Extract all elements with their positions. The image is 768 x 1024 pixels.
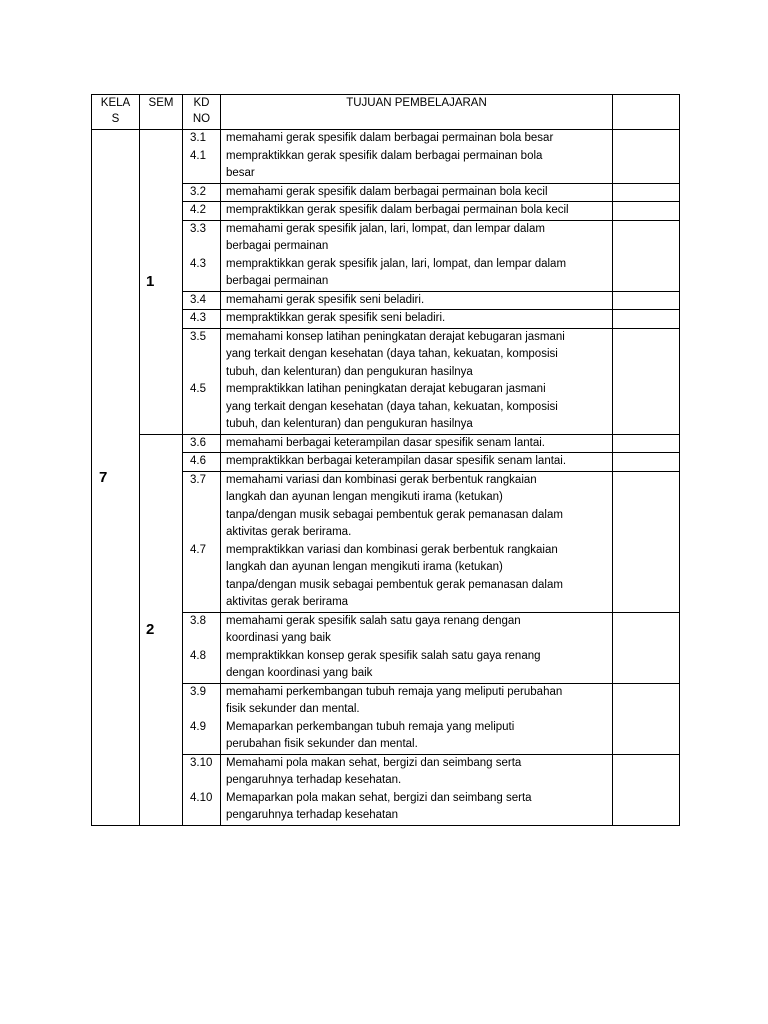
objective-cell <box>221 453 613 472</box>
kd-cell <box>183 612 221 683</box>
objective-line: pengaruhnya terhadap kesehatan. <box>226 774 402 786</box>
kd-number: 3.4 <box>190 293 206 306</box>
objective-cell <box>221 130 613 184</box>
blank-cell <box>613 220 680 291</box>
objective-line: mempraktikkan konsep gerak spesifik salah satu gaya renang <box>226 649 541 662</box>
header-tujuan <box>221 95 613 130</box>
header-kelas-line: S <box>111 113 120 125</box>
objective-line: memahami berbagai keterampilan dasar spesifik senam lantai. <box>226 436 545 449</box>
objective-line: mempraktikkan gerak spesifik jalan, lari, lompat, dan lempar dalam <box>226 257 567 270</box>
table-row <box>92 434 680 453</box>
objective-line: mempraktikkan gerak spesifik seni beladiri. <box>226 312 446 324</box>
objective-line: memahami perkembangan tubuh remaja yang meliputi perubahan <box>226 685 563 698</box>
kd-number: 3.3 <box>190 222 206 235</box>
objective-line: fisik sekunder dan mental. <box>226 703 360 715</box>
objective-line: pengaruhnya terhadap kesehatan <box>226 809 399 821</box>
semester-cell: 1 <box>140 130 183 435</box>
blank-cell <box>613 202 680 221</box>
blank-cell <box>613 328 680 434</box>
header-blank <box>613 95 680 130</box>
objective-line: tubuh, dan kelenturan) dan pengukuran hasilnya <box>226 418 473 430</box>
kd-number: 4.5 <box>190 383 206 395</box>
objective-cell <box>221 328 613 434</box>
objective-cell <box>221 202 613 221</box>
objective-cell <box>221 220 613 291</box>
objective-line: perubahan fisik sekunder dan mental. <box>226 738 418 750</box>
kd-cell <box>183 453 221 472</box>
blank-cell <box>613 612 680 683</box>
objective-line: memahami gerak spesifik dalam berbagai permainan bola besar <box>226 132 554 144</box>
objective-line: dengan koordinasi yang baik <box>226 667 373 679</box>
objective-line: Memaparkan pola makan sehat, bergizi dan seimbang serta <box>226 791 532 804</box>
kd-cell <box>183 183 221 202</box>
objective-line: memahami gerak spesifik salah satu gaya renang dengan <box>226 614 521 627</box>
objective-line: tubuh, dan kelenturan) dan pengukuran hasilnya <box>226 365 473 378</box>
objective-line: berbagai permainan <box>226 240 329 252</box>
header-kd-line: KD <box>193 97 210 109</box>
kd-number: 3.8 <box>190 614 206 627</box>
objective-cell <box>221 612 613 683</box>
objective-line: Memahami pola makan sehat, bergizi dan seimbang serta <box>226 756 522 769</box>
kd-cell <box>183 202 221 221</box>
objective-line: memahami gerak spesifik seni beladiri. <box>226 293 425 306</box>
kd-number: 3.10 <box>190 756 213 769</box>
objective-line: yang terkait dengan kesehatan (daya tahan, kekuatan, komposisi <box>226 348 558 360</box>
kd-number: 4.8 <box>190 649 206 662</box>
blank-cell <box>613 291 680 310</box>
table-row <box>92 130 680 184</box>
kelas-cell: 7 <box>92 130 140 826</box>
kd-cell <box>183 683 221 754</box>
kd-number: 4.6 <box>190 455 206 467</box>
objective-line: tanpa/dengan musik sebagai pembentuk gerak pemanasan dalam <box>226 578 563 591</box>
kd-number: 4.1 <box>190 149 206 162</box>
kd-cell <box>183 130 221 184</box>
table-body <box>92 130 680 826</box>
kd-number: 3.2 <box>190 185 206 198</box>
objective-line: koordinasi yang baik <box>226 632 331 644</box>
objective-line: mempraktikkan latihan peningkatan derajat kebugaran jasmani <box>226 383 546 395</box>
header-sem <box>140 95 183 130</box>
kd-cell <box>183 471 221 612</box>
objective-line: memahami konsep latihan peningkatan derajat kebugaran jasmani <box>226 330 565 343</box>
objective-line: memahami gerak spesifik jalan, lari, lompat, dan lempar dalam <box>226 222 545 235</box>
kd-number: 4.3 <box>190 312 206 324</box>
kd-number: 4.10 <box>190 791 213 804</box>
objective-line: memahami gerak spesifik dalam berbagai permainan bola kecil <box>226 185 548 198</box>
objective-line: mempraktikkan berbagai keterampilan dasar spesifik senam lantai. <box>226 455 567 467</box>
kd-number: 4.7 <box>190 543 206 556</box>
kd-number: 3.5 <box>190 330 206 343</box>
objective-line: berbagai permainan <box>226 275 329 287</box>
header-tujuan-label: TUJUAN PEMBELAJARAN <box>346 97 487 109</box>
kd-number: 3.1 <box>190 132 206 144</box>
header-kd-line: NO <box>192 113 211 125</box>
header-kd <box>183 95 221 130</box>
objective-line: mempraktikkan gerak spesifik dalam berbagai permainan bola kecil <box>226 204 569 216</box>
semester-cell: 2 <box>140 434 183 825</box>
kd-number: 4.9 <box>190 720 206 733</box>
objective-cell <box>221 291 613 310</box>
header-sem-label: SEM <box>148 97 174 109</box>
kd-number: 3.6 <box>190 436 206 449</box>
objective-cell <box>221 471 613 612</box>
header-kelas <box>92 95 140 130</box>
kd-number: 4.3 <box>190 257 206 270</box>
learning-objectives-table <box>91 94 680 826</box>
blank-cell <box>613 754 680 825</box>
kd-cell <box>183 434 221 453</box>
kd-cell <box>183 328 221 434</box>
objective-line: yang terkait dengan kesehatan (daya tahan, kekuatan, komposisi <box>226 400 558 413</box>
blank-cell <box>613 310 680 329</box>
blank-cell <box>613 453 680 472</box>
objective-line: besar <box>226 167 255 179</box>
kd-cell <box>183 220 221 291</box>
blank-cell <box>613 683 680 754</box>
objective-cell <box>221 183 613 202</box>
kd-cell <box>183 754 221 825</box>
blank-cell <box>613 130 680 184</box>
objective-cell <box>221 683 613 754</box>
header-row <box>92 95 680 130</box>
objective-line: tanpa/dengan musik sebagai pembentuk gerak pemanasan dalam <box>226 508 563 521</box>
kd-cell <box>183 291 221 310</box>
kd-cell <box>183 310 221 329</box>
kd-number: 4.2 <box>190 204 206 216</box>
objective-line: mempraktikkan gerak spesifik dalam berbagai permainan bola <box>226 149 543 162</box>
objective-line: langkah dan ayunan lengan mengikuti irama (ketukan) <box>226 561 503 573</box>
objective-line: aktivitas gerak berirama <box>226 596 349 608</box>
objective-cell <box>221 754 613 825</box>
objective-line: langkah dan ayunan lengan mengikuti irama (ketukan) <box>226 491 503 503</box>
objective-line: mempraktikkan variasi dan kombinasi gerak berbentuk rangkaian <box>226 543 558 556</box>
objective-cell <box>221 310 613 329</box>
objective-line: aktivitas gerak berirama. <box>226 526 352 538</box>
blank-cell <box>613 471 680 612</box>
kd-number: 3.7 <box>190 473 206 486</box>
objective-line: memahami variasi dan kombinasi gerak berbentuk rangkaian <box>226 473 537 486</box>
objective-line: Memaparkan perkembangan tubuh remaja yang meliputi <box>226 720 515 733</box>
objective-cell <box>221 434 613 453</box>
kd-number: 3.9 <box>190 685 206 698</box>
blank-cell <box>613 434 680 453</box>
blank-cell <box>613 183 680 202</box>
header-kelas-line: KELA <box>100 97 131 109</box>
